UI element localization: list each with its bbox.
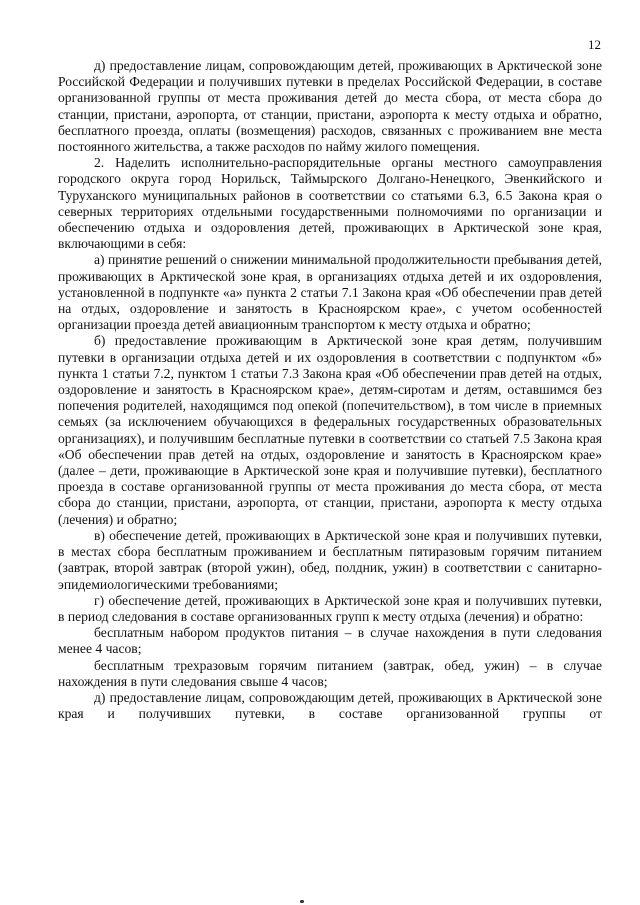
page-number: 12 bbox=[588, 37, 601, 52]
document-body bbox=[58, 58, 602, 722]
paragraph-hot-meals-over-4-hours: бесплатным трехразовым горячим питанием (завтрак, обед, ужин) – в случае нахождения в пути следования свыше 4 часов; bbox=[58, 657, 602, 689]
paragraph-v-accommodation-and-meals: в) обеспечение детей, проживающих в Арктической зоне края и получивших путевки, в местах сбора бесплатным проживанием и бесплатным пятиразовым горячим питанием (завтрак, второй завтрак (второй ужин), обед, полдник, ужин) в соответствии с санитарно-эпидемиологическими требованиями; bbox=[58, 527, 602, 592]
paragraph-d-escort-continued: д) предоставление лицам, сопровождающим детей, проживающих в Арктической зоне края и получивших путевки, в составе организованной группы от bbox=[58, 689, 602, 722]
paragraph-2-delegation-of-powers: 2. Наделить исполнительно-распорядительные органы местного самоуправления городского округа город Норильск, Таймырского Долгано-Ненецкого, Эвенкийского и Туруханского муниципальных районов в соответствии со статьями 6.3, 6.5 Закона края о северных территориях отдельными государственными полномочиями по организации и обеспечению отдыха и оздоровления детей, проживающих в Арктической зоне края, включающими в себя: bbox=[58, 155, 602, 252]
paragraph-food-set-under-4-hours: бесплатным набором продуктов питания – в случае нахождения в пути следования менее 4 часов; bbox=[58, 625, 602, 657]
paragraph-d-escort-expenses: д) предоставление лицам, сопровождающим детей, проживающих в Арктической зоне Российской Федерации и получивших путевки в пределах Российской Федерации, в составе организованной группы от места проживания детей до места сбора, от места сбора до станции, пристани, аэропорта, от станции, пристани, аэропорта к месту отдыха и обратно, бесплатного проезда, оплаты (возмещения) расходов, связанных с проживанием вне места постоянного жительства, а также расходов по найму жилого помещения. bbox=[58, 58, 602, 155]
paragraph-g-meals-in-transit: г) обеспечение детей, проживающих в Арктической зоне края и получивших путевки, в период следования в составе организованных групп к месту отдыха (лечения) и обратно: bbox=[58, 592, 602, 624]
scan-mark bbox=[300, 900, 304, 903]
paragraph-b-free-travel: б) предоставление проживающим в Арктической зоне края детям, получившим путевки в организации отдыха детей и их оздоровления в соответствии с подпунктом «б» пункта 1 статьи 7.2, пунктом 1 статьи 7.3 Закона края «Об обеспечении прав детей на отдых, оздоровление и занятость в Красноярском крае», детям-сиротам и детям, оставшимся без попечения родителей, находящимся под опекой (попечительством), в том числе в приемных семьях (за исключением обучающихся в федеральных государственных образовательных организациях), и получившим бесплатные путевки в соответствии со статьей 7.5 Закона края «Об обеспечении прав детей на отдых, оздоровление и занятость в Красноярском крае» (далее – дети, проживающие в Арктической зоне края и получившие путевки), бесплатного проезда в составе организованной группы от места проживания до места сбора, от места сбора до станции, пристани, аэропорта, от станции, пристани, аэропорта к месту отдыха (лечения) и обратно; bbox=[58, 333, 602, 527]
paragraph-a-stay-duration: а) принятие решений о снижении минимальной продолжительности пребывания детей, проживающих в Арктической зоне края, в организациях отдыха детей и их оздоровления, установленной в подпункте «а» пункта 2 статьи 7.1 Закона края «Об обеспечении прав детей на отдых, оздоровление и занятость в Красноярском крае», с учетом особенностей организации проезда детей авиационным транспортом к месту отдыха и обратно; bbox=[58, 252, 602, 333]
